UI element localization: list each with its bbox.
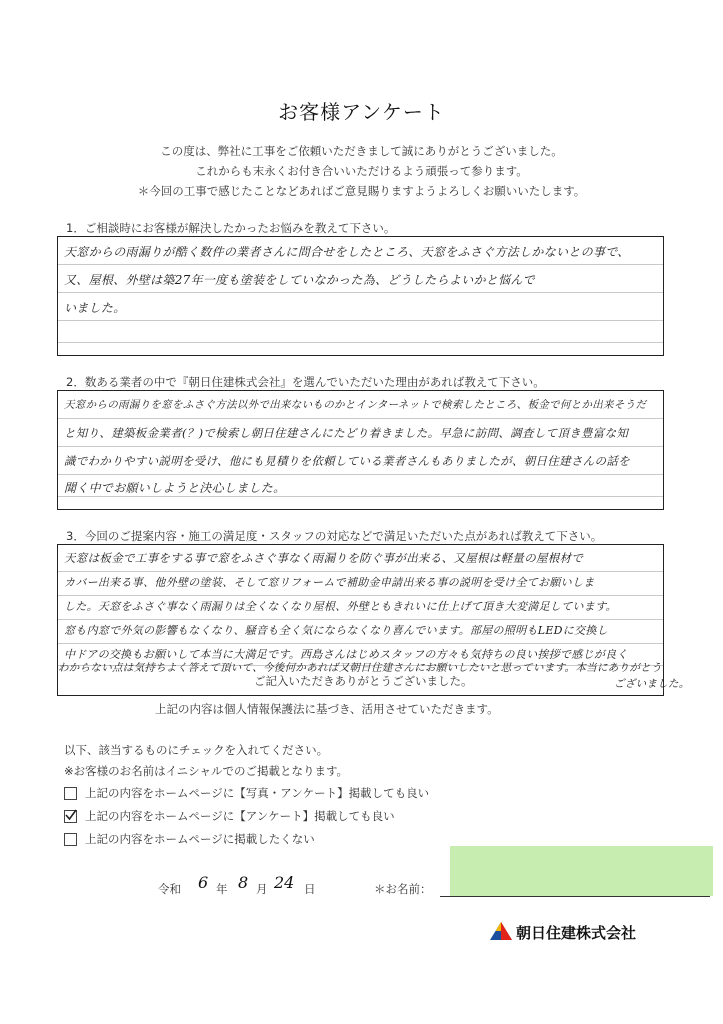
check-mark-icon xyxy=(64,808,78,822)
answer-2-line-1: 天窓からの雨漏りを窓をふさぐ方法以外で出来ないものかとインターネットで検索したところ、板金で何とか出来そうだ xyxy=(64,399,647,411)
name-redaction-block xyxy=(450,846,713,896)
option-no-publish[interactable] xyxy=(64,831,315,847)
answer-3-line-7: ございました。 xyxy=(614,678,690,690)
answer-2-line-3: 識でわかりやすい説明を受け、他にも見積りを依頼している業者さんもありましたが、朝日住建さんの話を xyxy=(64,454,630,468)
question-1-label: 1．ご相談時にお客様が解決したかったお悩みを教えて下さい。 xyxy=(66,221,396,235)
date-era: 令和 xyxy=(158,882,181,896)
check-instruction-1: 以下、該当するものにチェックを入れてください。 xyxy=(64,743,329,757)
checkbox-no-publish[interactable] xyxy=(64,833,77,846)
thanks-message: ご記入いただきありがとうございました。 xyxy=(254,674,473,688)
answer-1-line-1: 天窓からの雨漏りが酷く数件の業者さんに問合せをしたところ、天窓をふさぐ方法しかないとの事で、 xyxy=(64,245,630,259)
option-no-publish-label: 上記の内容をホームページに掲載したくない xyxy=(85,832,315,846)
intro-line-3: ＊今回の工事で感じたことなどあればご意見賜りますようよろしくお願いいたします。 xyxy=(137,184,586,198)
question-1-answer-box xyxy=(57,236,664,356)
question-2-answer-box xyxy=(57,390,664,510)
intro-line-1: この度は、弊社に工事をご依頼いただきまして誠にありがとうございました。 xyxy=(160,144,563,158)
answer-3-line-4: 窓も内窓で外気の影響もなくなり、騒音も全く気にならなくなり喜んでいます。部屋の照明もLEDに交換し xyxy=(64,624,608,637)
answer-3-line-6: わからない点は気持ちよく答えて頂いて、今後何かあれば又朝日住建さんにお願いしたいと思っています。本当にありがとう xyxy=(58,662,662,674)
question-3-label: 3．今回のご提案内容・施工の満足度・スタッフの対応などで満足いただいた点があれば教えて下さい。 xyxy=(66,529,603,543)
triangle-logo-icon xyxy=(490,922,512,940)
answer-3-line-1: 天窓は板金で工事をする事で窓をふさぐ事なく雨漏りを防ぐ事が出来る、又屋根は軽量の屋根材で xyxy=(64,551,584,565)
company-logo xyxy=(490,922,512,944)
answer-1-line-3: いました。 xyxy=(64,301,126,315)
option-photo-survey-label: 上記の内容をホームページに【写真・アンケート】掲載しても良い xyxy=(85,786,430,800)
option-survey-only[interactable] xyxy=(64,808,395,824)
checkbox-photo-survey[interactable] xyxy=(64,787,77,800)
privacy-note: 上記の内容は個人情報保護法に基づき、活用させていただきます。 xyxy=(155,702,499,716)
intro-line-2: これからも末永くお付き合いいただけるよう頑張って参ります。 xyxy=(195,164,528,178)
date-day-value[interactable]: 24 xyxy=(274,873,295,892)
date-month-unit: 月 xyxy=(256,882,268,896)
answer-3-line-5: 中ドアの交換もお願いして本当に大満足です。西島さんはじめスタッフの方々も気持ちの良い挨拶で感じが良く xyxy=(64,648,628,661)
date-day-unit: 日 xyxy=(304,882,316,896)
name-underline xyxy=(440,896,710,897)
answer-2-line-4: 聞く中でお願いしようと決心しました。 xyxy=(64,481,286,495)
answer-2-line-2: と知り、建築板金業者(？)で検索し朝日住建さんにたどり着きました。早急に訪問、調査して頂き豊富な知 xyxy=(64,426,629,440)
option-photo-survey[interactable] xyxy=(64,785,429,801)
company-name: 朝日住建株式会社 xyxy=(516,924,637,942)
option-survey-only-label: 上記の内容をホームページに【アンケート】掲載しても良い xyxy=(85,809,395,823)
date-year-value[interactable]: 6 xyxy=(198,873,209,892)
date-month-value[interactable]: 8 xyxy=(238,873,249,892)
checkbox-survey-only[interactable] xyxy=(64,810,77,823)
name-label: ＊お名前： xyxy=(374,882,432,896)
answer-3-line-2: カバー出来る事、他外壁の塗装、そして窓リフォームで補助金申請出来る事の説明を受け全てお願いしま xyxy=(64,576,595,589)
check-instruction-2: ※お客様のお名前はイニシャルでのご掲載となります。 xyxy=(64,764,349,778)
date-year-unit: 年 xyxy=(216,882,228,896)
page-title: お客様アンケート xyxy=(278,100,445,124)
answer-3-line-3: した。天窓をふさぐ事なく雨漏りは全くなくなり屋根、外壁ともきれいに仕上げて頂き大変満足しています。 xyxy=(64,600,617,613)
question-2-label: 2．数ある業者の中で『朝日住建株式会社』を選んでいただいた理由があれば教えて下さい。 xyxy=(66,375,545,389)
answer-1-line-2: 又、屋根、外壁は築27年一度も塗装をしていなかった為、どうしたらよいかと悩んで xyxy=(64,273,535,287)
